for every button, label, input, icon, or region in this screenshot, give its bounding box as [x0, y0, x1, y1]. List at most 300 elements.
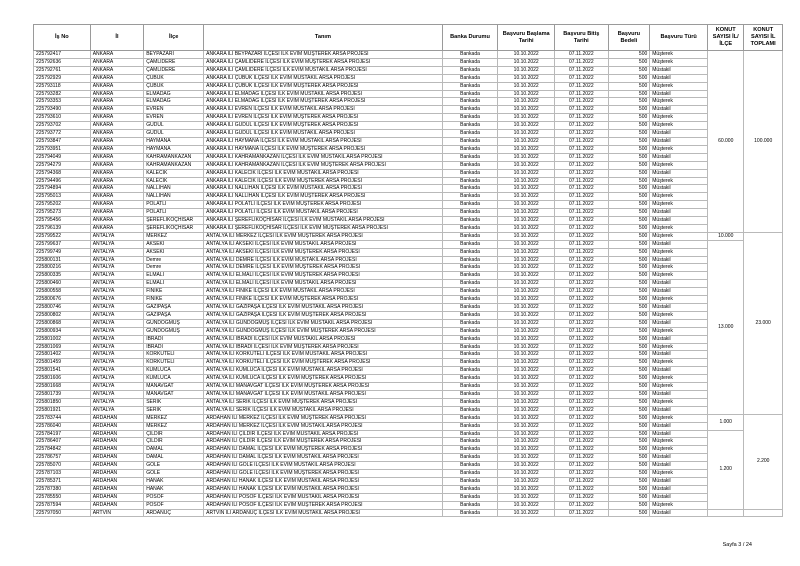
table-row — [34, 438, 783, 446]
cell-basvuru-turu: Müşterek — [650, 383, 708, 391]
table-row — [34, 485, 783, 493]
cell-is-no: 225787380 — [34, 485, 91, 493]
cell-basvuru-turu: Müstakil — [650, 462, 708, 470]
cell-basvuru-turu: Müşterek — [650, 327, 708, 335]
cell-baslama-tarihi: 10.10.2022 — [498, 493, 555, 501]
table-row — [34, 193, 783, 201]
cell-tanim: ANTALYA İLİ KUMLUCA İLÇESİ İLK EVİM MÜSTAKİL ARSA PROJESİ — [204, 367, 443, 375]
cell-konut-sayisi-il-toplami: 2.200 — [744, 414, 783, 509]
cell-il: ANKARA — [90, 224, 144, 232]
cell-basvuru-turu: Müşterek — [650, 51, 708, 59]
cell-ilce: KAHRAMANKAZAN — [144, 161, 204, 169]
cell-basvuru-bedeli: 500 — [608, 51, 650, 59]
cell-is-no: 225786407 — [34, 438, 91, 446]
cell-il: ARDAHAN — [90, 430, 144, 438]
cell-basvuru-bedeli: 500 — [608, 446, 650, 454]
table-row — [34, 240, 783, 248]
table-row — [34, 201, 783, 209]
cell-banka-durumu: Bankada — [442, 414, 498, 422]
cell-banka-durumu: Bankada — [442, 90, 498, 98]
cell-is-no: 225785371 — [34, 477, 91, 485]
cell-il: ANTALYA — [90, 359, 144, 367]
cell-baslama-tarihi: 10.10.2022 — [498, 375, 555, 383]
table-row — [34, 169, 783, 177]
cell-ilce: İBRADI — [144, 335, 204, 343]
table-row — [34, 462, 783, 470]
cell-is-no: 225792636 — [34, 58, 91, 66]
cell-basvuru-bedeli: 500 — [608, 232, 650, 240]
cell-basvuru-turu: Müşterek — [650, 193, 708, 201]
cell-basvuru-bedeli: 500 — [608, 288, 650, 296]
cell-banka-durumu: Bankada — [442, 145, 498, 153]
cell-ilce: GAZİPAŞA — [144, 304, 204, 312]
cell-banka-durumu: Bankada — [442, 304, 498, 312]
cell-ilce: MERKEZ — [144, 232, 204, 240]
cell-tanim: ANKARA İLİ HAYMANA İLÇESİ İLK EVİM MÜŞTEREK ARSA PROJESİ — [204, 145, 443, 153]
cell-tanim: ANTALYA İLİ GAZİPAŞA İLÇESİ İLK EVİM MÜSTAKİL ARSA PROJESİ — [204, 304, 443, 312]
cell-il: ANTALYA — [90, 304, 144, 312]
table-row — [34, 375, 783, 383]
cell-banka-durumu: Bankada — [442, 422, 498, 430]
cell-basvuru-bedeli: 500 — [608, 74, 650, 82]
cell-ilce: ÇUBUK — [144, 74, 204, 82]
cell-il: ARDAHAN — [90, 485, 144, 493]
cell-tanim: ANTALYA İLİ DEMRE İLÇESİ İLK EVİM MÜŞTEREK ARSA PROJESİ — [204, 264, 443, 272]
cell-ilce: ÇUBUK — [144, 82, 204, 90]
cell-basvuru-bedeli: 500 — [608, 185, 650, 193]
cell-basvuru-turu: Müstakil — [650, 90, 708, 98]
cell-baslama-tarihi: 10.10.2022 — [498, 477, 555, 485]
cell-ilce: POSOF — [144, 501, 204, 509]
cell-is-no: 225801921 — [34, 406, 91, 414]
cell-tanim: ANKARA İLİ GÜDÜL İLÇESİ İLK EVİM MÜSTAKİL ARSA PROJESİ — [204, 130, 443, 138]
cell-bitis-tarihi: 07.11.2022 — [555, 98, 609, 106]
table-row — [34, 224, 783, 232]
cell-basvuru-bedeli: 500 — [608, 383, 650, 391]
cell-il: ANTALYA — [90, 319, 144, 327]
cell-is-no: 225783744 — [34, 414, 91, 422]
cell-is-no: 225801459 — [34, 359, 91, 367]
cell-il: ANTALYA — [90, 367, 144, 375]
cell-bitis-tarihi: 07.11.2022 — [555, 217, 609, 225]
cell-banka-durumu: Bankada — [442, 224, 498, 232]
cell-il: ANKARA — [90, 98, 144, 106]
cell-ilce: GÖLE — [144, 462, 204, 470]
cell-ilce: ELMALI — [144, 272, 204, 280]
cell-tanim: ANKARA İLİ EVREN İLÇESİ İLK EVİM MÜSTAKİL ARSA PROJESİ — [204, 106, 443, 114]
cell-basvuru-bedeli: 500 — [608, 153, 650, 161]
cell-ilce: Demre — [144, 256, 204, 264]
cell-banka-durumu: Bankada — [442, 217, 498, 225]
cell-tanim: ARDAHAN İLİ GÖLE İLÇESİ İLK EVİM MÜSTAKİL ARSA PROJESİ — [204, 462, 443, 470]
cell-bitis-tarihi: 07.11.2022 — [555, 477, 609, 485]
cell-banka-durumu: Bankada — [442, 477, 498, 485]
cell-is-no: 225793118 — [34, 82, 91, 90]
cell-il: ARDAHAN — [90, 446, 144, 454]
cell-baslama-tarihi: 10.10.2022 — [498, 327, 555, 335]
cell-baslama-tarihi: 10.10.2022 — [498, 122, 555, 130]
cell-basvuru-bedeli: 500 — [608, 177, 650, 185]
cell-tanim: ANKARA İLİ EVREN İLÇESİ İLK EVİM MÜŞTEREK ARSA PROJESİ — [204, 114, 443, 122]
cell-il: ANKARA — [90, 114, 144, 122]
cell-bitis-tarihi: 07.11.2022 — [555, 90, 609, 98]
page-number: Sayfa 3 / 24 — [722, 542, 752, 548]
cell-il: ARDAHAN — [90, 493, 144, 501]
cell-baslama-tarihi: 10.10.2022 — [498, 240, 555, 248]
cell-ilce: EVREN — [144, 114, 204, 122]
cell-is-no: 225784197 — [34, 430, 91, 438]
cell-tanim: ANKARA İLİ KAHRAMANKAZAN İLÇESİ İLK EVİM MÜSTAKİL ARSA PROJESİ — [204, 153, 443, 161]
cell-il: ANKARA — [90, 201, 144, 209]
cell-tanim: ARDAHAN İLİ MERKEZ İLÇESİ İLK EVİM MÜŞTEREK ARSA PROJESİ — [204, 414, 443, 422]
table-row — [34, 454, 783, 462]
cell-banka-durumu: Bankada — [442, 509, 498, 517]
cell-bitis-tarihi: 07.11.2022 — [555, 501, 609, 509]
cell-baslama-tarihi: 10.10.2022 — [498, 462, 555, 470]
cell-basvuru-turu: Müşterek — [650, 438, 708, 446]
cell-is-no: 225793353 — [34, 98, 91, 106]
cell-banka-durumu: Bankada — [442, 272, 498, 280]
cell-ilce: SERİK — [144, 398, 204, 406]
cell-tanim: ANTALYA İLİ AKSEKİ İLÇESİ İLK EVİM MÜSTAKİL ARSA PROJESİ — [204, 240, 443, 248]
cell-ilce: ELMADAĞ — [144, 98, 204, 106]
cell-basvuru-turu: Müstakil — [650, 66, 708, 74]
cell-basvuru-bedeli: 500 — [608, 272, 650, 280]
table-row — [34, 319, 783, 327]
cell-baslama-tarihi: 10.10.2022 — [498, 137, 555, 145]
table-row — [34, 359, 783, 367]
cell-basvuru-turu: Müstakil — [650, 367, 708, 375]
cell-basvuru-bedeli: 500 — [608, 414, 650, 422]
cell-il: ANTALYA — [90, 272, 144, 280]
cell-bitis-tarihi: 07.11.2022 — [555, 248, 609, 256]
cell-basvuru-bedeli: 500 — [608, 66, 650, 74]
header-tanim: Tanım — [204, 25, 443, 51]
table-row — [34, 90, 783, 98]
cell-bitis-tarihi: 07.11.2022 — [555, 272, 609, 280]
cell-basvuru-bedeli: 500 — [608, 359, 650, 367]
cell-basvuru-bedeli: 500 — [608, 319, 650, 327]
cell-is-no: 225801739 — [34, 390, 91, 398]
cell-tanim: ARTVİN İLİ ARDANUÇ İLÇESİ İLK EVİM MÜSTAKİL ARSA PROJESİ — [204, 509, 443, 517]
header-bitis-tarihi: Başvuru Bitiş Tarihi — [555, 25, 609, 51]
cell-ilce: EVREN — [144, 106, 204, 114]
cell-il: ARDAHAN — [90, 438, 144, 446]
cell-tanim: ANTALYA İLİ GÜNDOĞMUŞ İLÇESİ İLK EVİM MÜŞTEREK ARSA PROJESİ — [204, 327, 443, 335]
cell-is-no: 225793490 — [34, 106, 91, 114]
cell-is-no: 225793702 — [34, 122, 91, 130]
cell-basvuru-bedeli: 500 — [608, 406, 650, 414]
cell-is-no: 225793282 — [34, 90, 91, 98]
cell-is-no: 225795202 — [34, 201, 91, 209]
cell-tanim: ARDAHAN İLİ POSOF İLÇESİ İLK EVİM MÜŞTEREK ARSA PROJESİ — [204, 501, 443, 509]
cell-ilce: MERKEZ — [144, 422, 204, 430]
cell-tanim: ARDAHAN İLİ DAMAL İLÇESİ İLK EVİM MÜSTAKİL ARSA PROJESİ — [204, 454, 443, 462]
cell-il: ANTALYA — [90, 351, 144, 359]
cell-basvuru-turu: Müstakil — [650, 185, 708, 193]
cell-konut-sayisi-il-toplami: 23.000 — [744, 232, 783, 414]
cell-ilce: KUMLUCA — [144, 367, 204, 375]
cell-baslama-tarihi: 10.10.2022 — [498, 169, 555, 177]
cell-basvuru-turu: Müstakil — [650, 454, 708, 462]
cell-il: ARDAHAN — [90, 462, 144, 470]
cell-basvuru-bedeli: 500 — [608, 454, 650, 462]
cell-is-no: 225801606 — [34, 375, 91, 383]
cell-banka-durumu: Bankada — [442, 462, 498, 470]
cell-baslama-tarihi: 10.10.2022 — [498, 264, 555, 272]
cell-is-no: 225799522 — [34, 232, 91, 240]
cell-basvuru-turu: Müşterek — [650, 343, 708, 351]
cell-basvuru-turu: Müşterek — [650, 446, 708, 454]
cell-is-no: 225792929 — [34, 74, 91, 82]
cell-is-no: 225794279 — [34, 161, 91, 169]
cell-basvuru-bedeli: 500 — [608, 98, 650, 106]
cell-basvuru-bedeli: 500 — [608, 193, 650, 201]
cell-tanim: ANKARA İLİ ÇAMLIDERE İLÇESİ İLK EVİM MÜSTAKİL ARSA PROJESİ — [204, 66, 443, 74]
cell-ilce: AKSEKİ — [144, 248, 204, 256]
cell-ilce: POLATLI — [144, 201, 204, 209]
table-row — [34, 98, 783, 106]
cell-banka-durumu: Bankada — [442, 130, 498, 138]
cell-basvuru-bedeli: 500 — [608, 114, 650, 122]
cell-ilce: GÜNDOĞMUŞ — [144, 327, 204, 335]
cell-tanim: ANKARA İLİ GÜDÜL İLÇESİ İLK EVİM MÜŞTEREK ARSA PROJESİ — [204, 122, 443, 130]
cell-tanim: ARDAHAN İLİ POSOF İLÇESİ İLK EVİM MÜSTAKİL ARSA PROJESİ — [204, 493, 443, 501]
cell-bitis-tarihi: 07.11.2022 — [555, 114, 609, 122]
table-row — [34, 217, 783, 225]
cell-basvuru-bedeli: 500 — [608, 217, 650, 225]
cell-bitis-tarihi: 07.11.2022 — [555, 122, 609, 130]
cell-banka-durumu: Bankada — [442, 485, 498, 493]
cell-baslama-tarihi: 10.10.2022 — [498, 248, 555, 256]
cell-bitis-tarihi: 07.11.2022 — [555, 66, 609, 74]
cell-baslama-tarihi: 10.10.2022 — [498, 280, 555, 288]
cell-basvuru-turu: Müşterek — [650, 375, 708, 383]
cell-bitis-tarihi: 07.11.2022 — [555, 161, 609, 169]
cell-baslama-tarihi: 10.10.2022 — [498, 145, 555, 153]
cell-tanim: ANKARA İLİ ÇUBUK İLÇESİ İLK EVİM MÜSTAKİL ARSA PROJESİ — [204, 74, 443, 82]
cell-baslama-tarihi: 10.10.2022 — [498, 422, 555, 430]
cell-banka-durumu: Bankada — [442, 327, 498, 335]
header-konut-sayisi-il-ilce: KONUT SAYISI İL/İLÇE — [708, 25, 744, 51]
cell-basvuru-bedeli: 500 — [608, 477, 650, 485]
table-row — [34, 470, 783, 478]
cell-baslama-tarihi: 10.10.2022 — [498, 501, 555, 509]
cell-basvuru-bedeli: 500 — [608, 161, 650, 169]
cell-tanim: ANTALYA İLİ MANAVGAT İLÇESİ İLK EVİM MÜŞTEREK ARSA PROJESİ — [204, 383, 443, 391]
cell-ilce: POSOF — [144, 493, 204, 501]
cell-basvuru-bedeli: 500 — [608, 367, 650, 375]
cell-ilce: İBRADI — [144, 343, 204, 351]
cell-bitis-tarihi: 07.11.2022 — [555, 327, 609, 335]
cell-basvuru-turu: Müstakil — [650, 335, 708, 343]
cell-ilce: ELMADAĞ — [144, 90, 204, 98]
cell-tanim: ANKARA İLİ ELMADAĞ İLÇESİ İLK EVİM MÜŞTEREK ARSA PROJESİ — [204, 98, 443, 106]
cell-bitis-tarihi: 07.11.2022 — [555, 509, 609, 517]
cell-baslama-tarihi: 10.10.2022 — [498, 296, 555, 304]
cell-bitis-tarihi: 07.11.2022 — [555, 193, 609, 201]
cell-tanim: ARDAHAN İLİ DAMAL İLÇESİ İLK EVİM MÜŞTEREK ARSA PROJESİ — [204, 446, 443, 454]
cell-is-no: 225797050 — [34, 509, 91, 517]
cell-is-no: 225800746 — [34, 304, 91, 312]
table-row — [34, 82, 783, 90]
cell-tanim: ANTALYA İLİ KUMLUCA İLÇESİ İLK EVİM MÜŞTEREK ARSA PROJESİ — [204, 375, 443, 383]
cell-ilce: DAMAL — [144, 446, 204, 454]
cell-banka-durumu: Bankada — [442, 51, 498, 59]
table-row — [34, 209, 783, 217]
cell-basvuru-turu: Müşterek — [650, 398, 708, 406]
table-row — [34, 145, 783, 153]
cell-basvuru-bedeli: 500 — [608, 470, 650, 478]
cell-il: ANTALYA — [90, 343, 144, 351]
table-row — [34, 406, 783, 414]
cell-basvuru-turu: Müstakil — [650, 485, 708, 493]
cell-bitis-tarihi: 07.11.2022 — [555, 446, 609, 454]
cell-tanim: ANKARA İLİ POLATLI İLÇESİ İLK EVİM MÜSTAKİL ARSA PROJESİ — [204, 209, 443, 217]
cell-bitis-tarihi: 07.11.2022 — [555, 137, 609, 145]
table-row — [34, 327, 783, 335]
table-row — [34, 122, 783, 130]
table-row — [34, 398, 783, 406]
cell-basvuru-bedeli: 500 — [608, 438, 650, 446]
project-table — [33, 24, 783, 517]
cell-baslama-tarihi: 10.10.2022 — [498, 90, 555, 98]
cell-konut-sayisi-il-toplami — [744, 509, 783, 517]
cell-tanim: ANKARA İLİ ŞEREFLİKOÇHİSAR İLÇESİ İLK EVİM MÜŞTEREK ARSA PROJESİ — [204, 224, 443, 232]
table-row — [34, 493, 783, 501]
cell-ilce: GÖLE — [144, 470, 204, 478]
cell-banka-durumu: Bankada — [442, 209, 498, 217]
cell-banka-durumu: Bankada — [442, 390, 498, 398]
cell-basvuru-bedeli: 500 — [608, 311, 650, 319]
cell-tanim: ANTALYA İLİ GAZİPAŞA İLÇESİ İLK EVİM MÜŞTEREK ARSA PROJESİ — [204, 311, 443, 319]
cell-is-no: 225801402 — [34, 351, 91, 359]
cell-baslama-tarihi: 10.10.2022 — [498, 383, 555, 391]
cell-il: ANKARA — [90, 66, 144, 74]
cell-baslama-tarihi: 10.10.2022 — [498, 398, 555, 406]
table-row — [34, 153, 783, 161]
cell-basvuru-bedeli: 500 — [608, 256, 650, 264]
cell-ilce: NALLIHAN — [144, 193, 204, 201]
cell-bitis-tarihi: 07.11.2022 — [555, 454, 609, 462]
cell-banka-durumu: Bankada — [442, 177, 498, 185]
cell-basvuru-turu: Müstakil — [650, 106, 708, 114]
cell-il: ANKARA — [90, 193, 144, 201]
table-row — [34, 343, 783, 351]
table-body — [34, 51, 783, 517]
cell-basvuru-bedeli: 500 — [608, 398, 650, 406]
cell-bitis-tarihi: 07.11.2022 — [555, 177, 609, 185]
cell-banka-durumu: Bankada — [442, 137, 498, 145]
cell-is-no: 225801002 — [34, 335, 91, 343]
table-row — [34, 335, 783, 343]
cell-il: ANKARA — [90, 122, 144, 130]
cell-ilce: KAHRAMANKAZAN — [144, 153, 204, 161]
cell-banka-durumu: Bankada — [442, 319, 498, 327]
cell-baslama-tarihi: 10.10.2022 — [498, 51, 555, 59]
cell-bitis-tarihi: 07.11.2022 — [555, 359, 609, 367]
cell-konut-sayisi-il-toplami: 100.000 — [744, 51, 783, 233]
cell-baslama-tarihi: 10.10.2022 — [498, 470, 555, 478]
cell-ilce: POLATLI — [144, 209, 204, 217]
cell-bitis-tarihi: 07.11.2022 — [555, 169, 609, 177]
cell-konut-sayisi-il-ilce: 13.000 — [708, 240, 744, 414]
cell-baslama-tarihi: 10.10.2022 — [498, 359, 555, 367]
cell-baslama-tarihi: 10.10.2022 — [498, 66, 555, 74]
cell-bitis-tarihi: 07.11.2022 — [555, 422, 609, 430]
cell-bitis-tarihi: 07.11.2022 — [555, 390, 609, 398]
cell-tanim: ANTALYA İLİ MERKEZ İLÇESİ İLK EVİM MÜŞTEREK ARSA PROJESİ — [204, 232, 443, 240]
cell-baslama-tarihi: 10.10.2022 — [498, 272, 555, 280]
cell-baslama-tarihi: 10.10.2022 — [498, 367, 555, 375]
cell-is-no: 225786757 — [34, 454, 91, 462]
cell-basvuru-bedeli: 500 — [608, 422, 650, 430]
cell-tanim: ANTALYA İLİ İBRADI İLÇESİ İLK EVİM MÜŞTEREK ARSA PROJESİ — [204, 343, 443, 351]
cell-basvuru-bedeli: 500 — [608, 493, 650, 501]
cell-bitis-tarihi: 07.11.2022 — [555, 145, 609, 153]
cell-banka-durumu: Bankada — [442, 74, 498, 82]
cell-il: ARDAHAN — [90, 414, 144, 422]
cell-il: ANTALYA — [90, 232, 144, 240]
cell-ilce: ARDANUÇ — [144, 509, 204, 517]
cell-bitis-tarihi: 07.11.2022 — [555, 430, 609, 438]
cell-baslama-tarihi: 10.10.2022 — [498, 114, 555, 122]
cell-is-no: 225800460 — [34, 280, 91, 288]
cell-banka-durumu: Bankada — [442, 454, 498, 462]
table-row — [34, 161, 783, 169]
cell-banka-durumu: Bankada — [442, 161, 498, 169]
cell-bitis-tarihi: 07.11.2022 — [555, 311, 609, 319]
cell-is-no: 225794496 — [34, 177, 91, 185]
cell-basvuru-turu: Müşterek — [650, 501, 708, 509]
cell-basvuru-turu: Müstakil — [650, 493, 708, 501]
cell-baslama-tarihi: 10.10.2022 — [498, 335, 555, 343]
table-row — [34, 248, 783, 256]
cell-il: ANTALYA — [90, 240, 144, 248]
cell-basvuru-turu: Müşterek — [650, 177, 708, 185]
cell-basvuru-turu: Müstakil — [650, 280, 708, 288]
cell-tanim: ARDAHAN İLİ MERKEZ İLÇESİ İLK EVİM MÜSTAKİL ARSA PROJESİ — [204, 422, 443, 430]
cell-il: ANKARA — [90, 51, 144, 59]
cell-tanim: ANKARA İLİ ÇAMLIDERE İLÇESİ İLK EVİM MÜŞTEREK ARSA PROJESİ — [204, 58, 443, 66]
cell-baslama-tarihi: 10.10.2022 — [498, 319, 555, 327]
cell-tanim: ARDAHAN İLİ HANAK İLÇESİ İLK EVİM MÜSTAKİL ARSA PROJESİ — [204, 477, 443, 485]
cell-is-no: 225794049 — [34, 153, 91, 161]
cell-baslama-tarihi: 10.10.2022 — [498, 406, 555, 414]
cell-bitis-tarihi: 07.11.2022 — [555, 58, 609, 66]
cell-is-no: 225787103 — [34, 470, 91, 478]
cell-basvuru-turu: Müşterek — [650, 232, 708, 240]
table-row — [34, 264, 783, 272]
cell-bitis-tarihi: 07.11.2022 — [555, 335, 609, 343]
cell-basvuru-turu: Müstakil — [650, 256, 708, 264]
cell-ilce: HANAK — [144, 485, 204, 493]
cell-basvuru-bedeli: 500 — [608, 304, 650, 312]
cell-baslama-tarihi: 10.10.2022 — [498, 82, 555, 90]
cell-il: ANKARA — [90, 161, 144, 169]
cell-konut-sayisi-il-ilce: 60.000 — [708, 51, 744, 233]
cell-ilce: GÜNDOĞMUŞ — [144, 319, 204, 327]
cell-baslama-tarihi: 10.10.2022 — [498, 193, 555, 201]
cell-basvuru-turu: Müstakil — [650, 422, 708, 430]
header-row — [34, 25, 783, 51]
cell-il: ANTALYA — [90, 264, 144, 272]
cell-il: ANTALYA — [90, 383, 144, 391]
cell-basvuru-bedeli: 500 — [608, 137, 650, 145]
cell-banka-durumu: Bankada — [442, 185, 498, 193]
cell-banka-durumu: Bankada — [442, 264, 498, 272]
cell-banka-durumu: Bankada — [442, 106, 498, 114]
